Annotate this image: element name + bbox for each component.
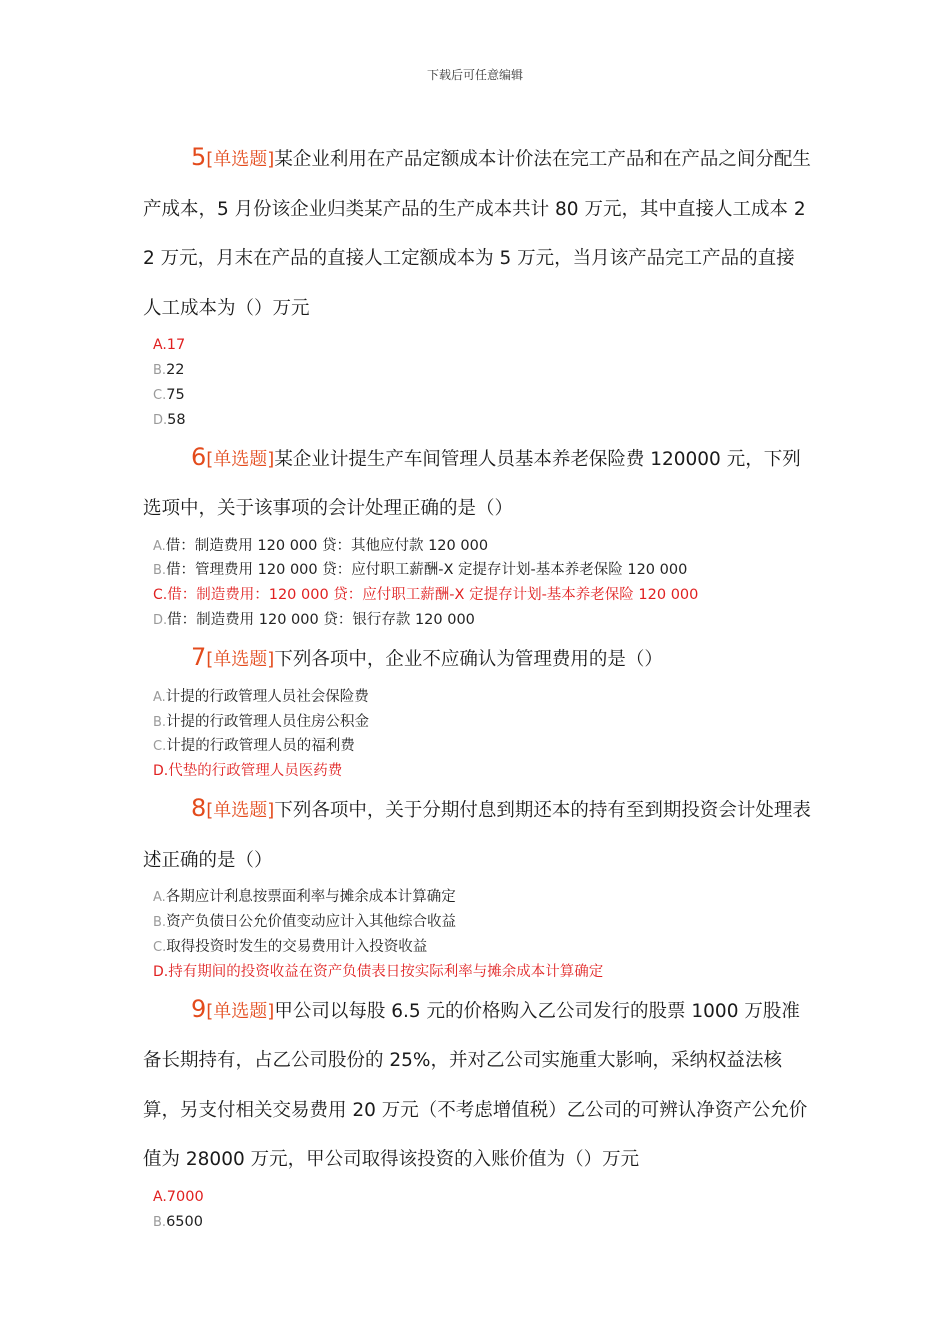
option-list xyxy=(153,534,811,634)
option-list xyxy=(153,685,811,785)
question-7 xyxy=(143,633,811,784)
option-text: 6500 xyxy=(166,1213,203,1230)
option-c xyxy=(153,583,811,608)
question-stem xyxy=(143,633,811,685)
question-8 xyxy=(143,784,811,985)
option-d xyxy=(153,960,811,985)
option-a xyxy=(153,1185,811,1210)
question-stem xyxy=(143,133,811,333)
option-letter: D. xyxy=(153,613,168,629)
option-d xyxy=(153,759,811,784)
question-type: [单选题] xyxy=(206,448,275,470)
option-text: 75 xyxy=(166,386,185,403)
option-b xyxy=(153,1210,811,1235)
question-9 xyxy=(143,985,811,1235)
option-letter: A. xyxy=(153,1188,167,1205)
option-letter: B. xyxy=(153,362,167,378)
question-text: 下列各项中，关于分期付息到期还本的持有至到期投资会计处理表述正确的是（） xyxy=(143,800,811,871)
option-letter: D. xyxy=(153,763,169,780)
option-a xyxy=(153,885,811,910)
question-text: 下列各项中，企业不应确认为管理费用的是（） xyxy=(274,649,663,671)
option-a xyxy=(153,534,811,559)
option-text: 22 xyxy=(166,361,185,378)
option-letter: C. xyxy=(153,939,167,955)
option-text: 借：制造费用 120 000 贷：银行存款 120 000 xyxy=(167,612,475,629)
option-a xyxy=(153,333,811,358)
question-6 xyxy=(143,433,811,634)
question-number: 8 xyxy=(191,794,207,823)
question-number: 5 xyxy=(191,143,207,171)
option-text: 计提的行政管理人员社会保险费 xyxy=(165,688,369,705)
option-c xyxy=(153,935,811,960)
option-letter: C. xyxy=(153,587,168,604)
question-stem xyxy=(143,784,811,885)
question-stem xyxy=(143,433,811,534)
option-c xyxy=(153,734,811,759)
option-text: 58 xyxy=(167,411,186,428)
question-number: 7 xyxy=(191,643,207,672)
option-b xyxy=(153,358,811,383)
option-text: 持有期间的投资收益在资产负债表日按实际利率与摊余成本计算确定 xyxy=(168,963,604,980)
option-text: 计提的行政管理人员的福利费 xyxy=(166,738,355,755)
option-d xyxy=(153,608,811,633)
option-b xyxy=(153,910,811,935)
question-type: [单选题] xyxy=(206,1000,275,1022)
option-text: 17 xyxy=(166,337,186,353)
option-text: 7000 xyxy=(166,1188,204,1205)
option-letter: B. xyxy=(153,563,167,579)
option-letter: A. xyxy=(153,337,167,353)
option-letter: D. xyxy=(153,412,168,428)
option-text: 借：管理费用 120 000 贷：应付职工薪酬-X 定提存计划-基本养老保险 120 000 xyxy=(166,562,688,579)
question-type: [单选题] xyxy=(206,800,275,822)
question-5 xyxy=(143,133,811,433)
question-text: 某企业利用在产品定额成本计价法在完工产品和在产品之间分配生产成本，5 月份该企业归类某产品的生产成本共计 80 万元，其中直接人工成本 22 万元，月末在产品的直接人工定额成本为 5 万元，当月该产品完工产品的直接人工成本为（）万元 xyxy=(143,149,811,319)
option-c xyxy=(153,383,811,408)
question-type: [单选题] xyxy=(206,649,275,671)
option-text: 各期应计利息按票面利率与摊余成本计算确定 xyxy=(165,889,456,906)
question-number: 9 xyxy=(191,994,207,1023)
option-d xyxy=(153,408,811,433)
option-letter: A. xyxy=(153,890,166,906)
question-stem xyxy=(143,985,811,1185)
option-a xyxy=(153,685,811,710)
option-text: 取得投资时发生的交易费用计入投资收益 xyxy=(166,938,428,955)
question-type: [单选题] xyxy=(206,149,275,170)
option-list xyxy=(153,885,811,985)
option-letter: A. xyxy=(153,689,166,705)
option-text: 借：制造费用 120 000 贷：其他应付款 120 000 xyxy=(165,537,489,554)
option-letter: C. xyxy=(153,387,167,403)
option-letter: B. xyxy=(153,915,167,931)
question-list xyxy=(143,133,811,1235)
option-letter: B. xyxy=(153,1214,167,1230)
option-letter: D. xyxy=(153,963,169,980)
option-list xyxy=(153,1185,811,1235)
option-text: 借：制造费用：120 000 贷：应付职工薪酬-X 定提存计划-基本养老保险 120 000 xyxy=(167,587,699,604)
page-header: 下载后可任意编辑 xyxy=(426,68,523,82)
option-text: 资产负债日公允价值变动应计入其他综合收益 xyxy=(166,914,457,931)
option-letter: B. xyxy=(153,714,167,730)
option-text: 计提的行政管理人员住房公积金 xyxy=(166,713,370,730)
question-number: 6 xyxy=(191,442,207,471)
question-text: 某企业计提生产车间管理人员基本养老保险费 120000 元，下列选项中，关于该事项的会计处理正确的是（） xyxy=(143,448,801,520)
option-b xyxy=(153,710,811,735)
question-text: 甲公司以每股 6.5 元的价格购入乙公司发行的股票 1000 万股准备长期持有，占乙公司股份的 25%，并对乙公司实施重大影响，采纳权益法核算，另支付相关交易费用 20 万元（不考虑增值税）乙公司的可辨认净资产公允价值为 28000 万元，甲公司取得该投资的入账价值为（）万元 xyxy=(143,1000,808,1171)
option-b xyxy=(153,558,811,583)
option-letter: C. xyxy=(153,739,167,755)
option-letter: A. xyxy=(153,538,166,554)
option-text: 代垫的行政管理人员医药费 xyxy=(168,763,343,780)
option-list xyxy=(153,333,811,433)
